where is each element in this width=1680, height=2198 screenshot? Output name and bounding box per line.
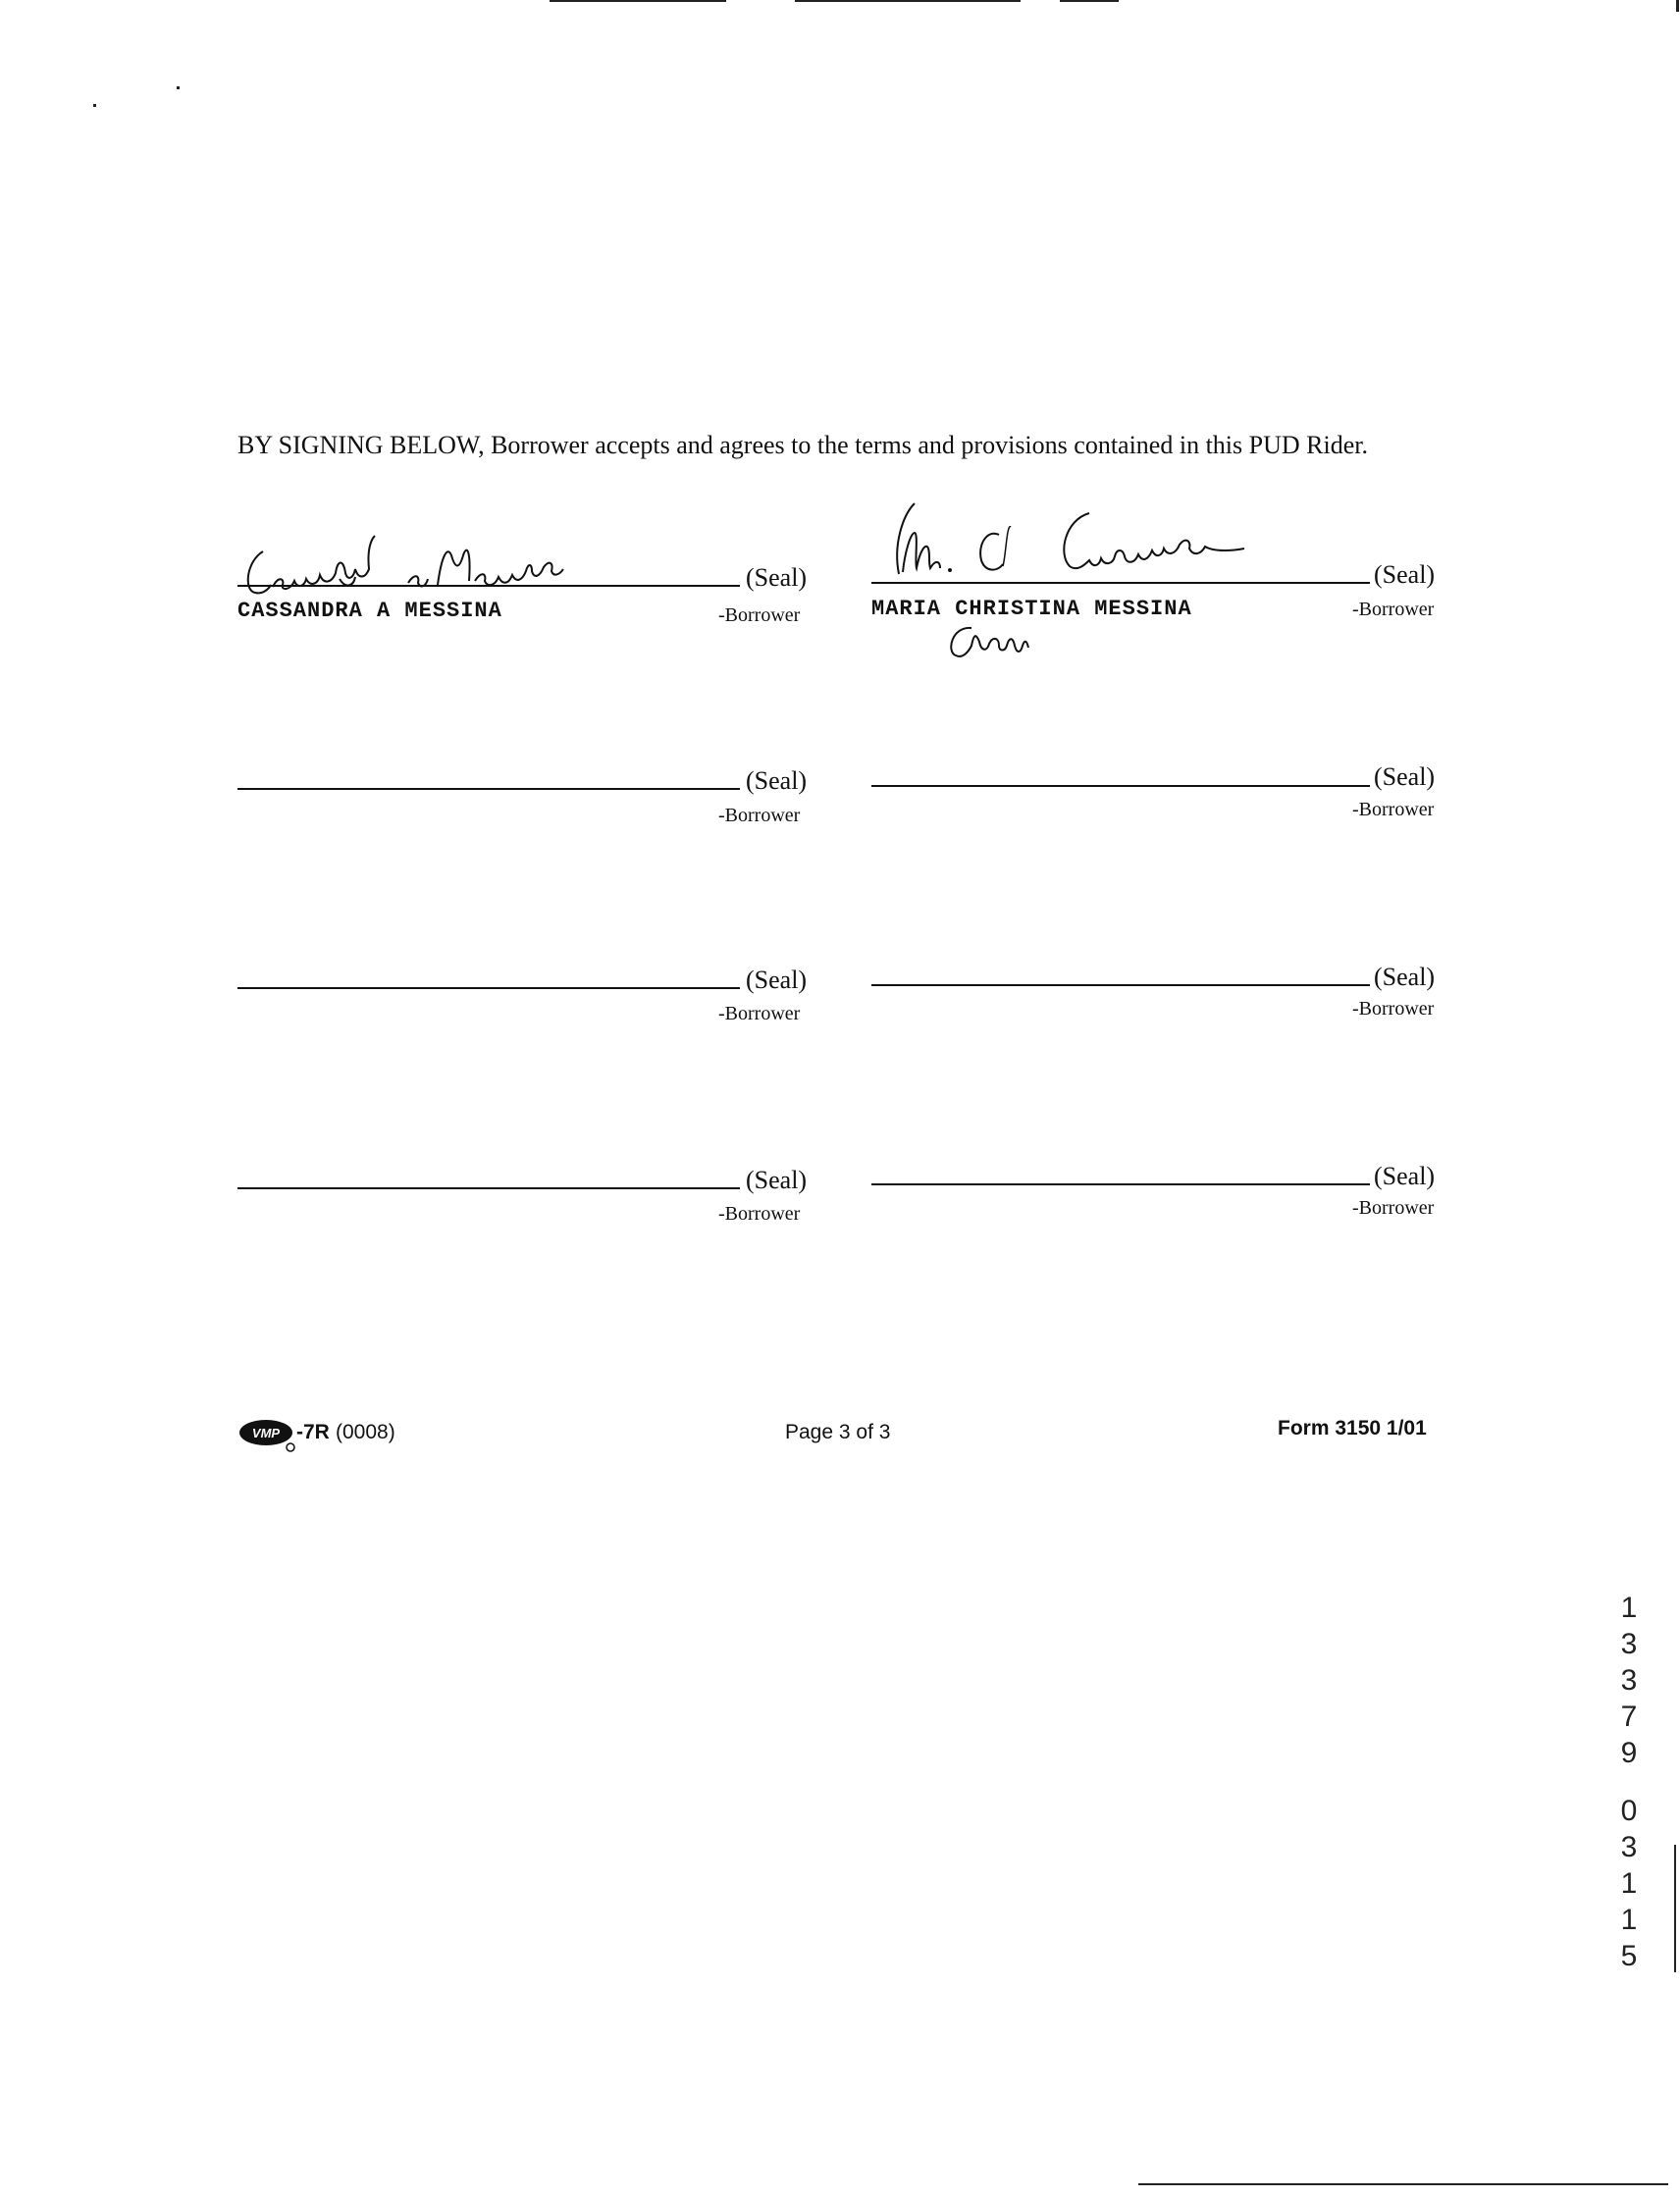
- handwritten-annotation: [942, 618, 1040, 667]
- borrower-name: MARIA CHRISTINA MESSINA: [871, 597, 1192, 621]
- signature-maria: [864, 496, 1276, 594]
- side-digit: 1: [1620, 1867, 1638, 1900]
- seal-label: (Seal): [746, 766, 808, 795]
- scan-mark: [1674, 1845, 1676, 1972]
- side-digit: 1: [1620, 1592, 1638, 1624]
- vmp-logo: [239, 1419, 296, 1446]
- signature-line[interactable]: [237, 585, 740, 587]
- signature-line[interactable]: [237, 788, 740, 790]
- form-version: (0008): [336, 1421, 395, 1443]
- svg-text:VMP: VMP: [251, 1426, 281, 1440]
- signature-line[interactable]: [237, 987, 740, 989]
- seal-label: (Seal): [1374, 762, 1436, 791]
- form-number: Form 3150 1/01: [1278, 1417, 1427, 1439]
- seal-label: (Seal): [746, 563, 808, 592]
- side-digit: 9: [1620, 1737, 1638, 1769]
- signature-line[interactable]: [237, 1187, 740, 1189]
- scan-mark: [93, 104, 96, 107]
- signature-line[interactable]: [871, 1183, 1370, 1185]
- side-digit: 3: [1620, 1831, 1638, 1863]
- seal-label: (Seal): [1374, 963, 1436, 991]
- page-number: Page 3 of 3: [785, 1421, 891, 1443]
- borrower-label: -Borrower: [1352, 998, 1435, 1020]
- scan-mark: [177, 86, 180, 89]
- signature-line[interactable]: [871, 582, 1370, 584]
- side-digit: 3: [1620, 1628, 1638, 1660]
- borrower-label: -Borrower: [1352, 1197, 1435, 1219]
- borrower-label: -Borrower: [718, 805, 801, 826]
- borrower-label: -Borrower: [718, 1203, 801, 1225]
- signature-line[interactable]: [871, 984, 1370, 986]
- borrower-label: -Borrower: [718, 604, 801, 626]
- scan-mark: [1676, 0, 1679, 12]
- side-digit: 5: [1620, 1940, 1638, 1972]
- seal-label: (Seal): [1374, 1162, 1436, 1190]
- scan-mark: [550, 0, 726, 2]
- scan-mark: [1060, 0, 1119, 2]
- borrower-name: CASSANDRA A MESSINA: [237, 599, 502, 623]
- scan-mark: [795, 0, 1021, 2]
- form-code: -7R: [296, 1421, 330, 1443]
- side-digit: 7: [1620, 1701, 1638, 1733]
- side-digit: 1: [1620, 1904, 1638, 1936]
- side-digit: 3: [1620, 1664, 1638, 1697]
- side-digit: 0: [1620, 1795, 1638, 1827]
- seal-label: (Seal): [746, 966, 808, 994]
- seal-label: (Seal): [1374, 560, 1436, 589]
- borrower-label: -Borrower: [1352, 799, 1435, 820]
- signature-line[interactable]: [871, 785, 1370, 787]
- seal-label: (Seal): [746, 1166, 808, 1194]
- signing-statement: BY SIGNING BELOW, Borrower accepts and agrees to the terms and provisions contained in this PUD Rider.: [237, 431, 1368, 459]
- borrower-label: -Borrower: [1352, 599, 1435, 620]
- borrower-label: -Borrower: [718, 1003, 801, 1024]
- scan-mark: [1138, 2183, 1668, 2185]
- side-document-number: [1609, 1590, 1649, 1974]
